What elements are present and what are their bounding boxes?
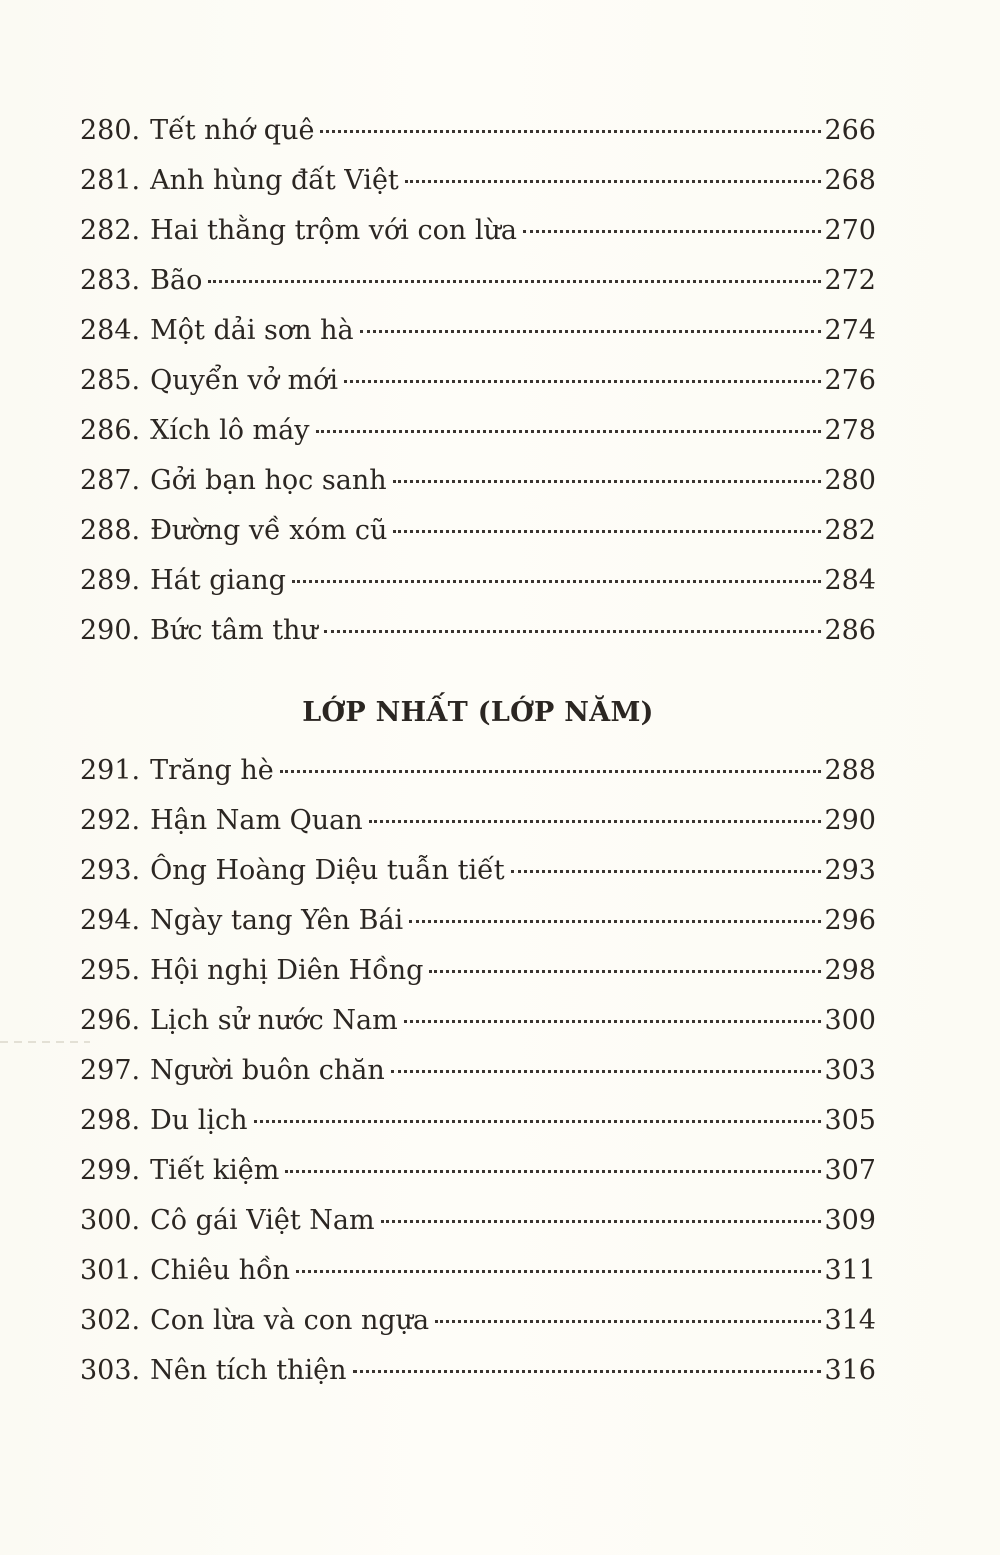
dot-leader [409,920,821,923]
toc-entry [80,996,876,1046]
toc-entry-title: Quyển vở mới [150,365,339,396]
toc-list-upper [80,106,876,656]
toc-entry-title: Ông Hoàng Diệu tuẫn tiết [150,855,505,886]
toc-entry-title: Xích lô máy [150,415,310,446]
toc-entry-number: 288. [80,515,141,546]
toc-entry-page: 288 [824,755,876,786]
toc-entry-number: 292. [80,805,141,836]
toc-entry-title: Nên tích thiện [150,1355,347,1386]
toc-entry-page: 293 [824,855,876,886]
toc-entry-title: Hận Nam Quan [150,805,363,836]
toc-entry-number: 285. [80,365,141,396]
toc-entry-number: 301. [80,1255,141,1286]
toc-entry-number: 291. [80,755,141,786]
toc-entry-title: Người buôn chăn [150,1055,385,1086]
toc-entry-number: 298. [80,1105,141,1136]
toc-entry [80,506,876,556]
toc-entry-number: 287. [80,465,141,496]
toc-entry-page: 298 [824,955,876,986]
toc-entry [80,306,876,356]
toc-entry [80,746,876,796]
dot-leader [285,1170,821,1173]
section-heading: LỚP NHẤT (LỚP NĂM) [302,697,654,728]
toc-entry-title: Con lừa và con ngựa [150,1305,430,1336]
dot-leader [324,630,822,633]
toc-entry-page: 280 [824,465,876,496]
dot-leader [254,1120,822,1123]
dot-leader [280,770,822,773]
toc-entry-number: 283. [80,265,141,296]
toc-entry [80,406,876,456]
dot-leader [405,180,822,183]
toc-entry-page: 286 [824,615,876,646]
toc-entry [80,606,876,656]
dot-leader [344,380,821,383]
dot-leader [353,1370,822,1373]
toc-entry-number: 289. [80,565,141,596]
toc-entry-number: 290. [80,615,141,646]
toc-entry-page: 266 [824,115,876,146]
toc-entry-number: 293. [80,855,141,886]
toc-entry-number: 297. [80,1055,141,1086]
toc-entry [80,1146,876,1196]
toc-entry [80,206,876,256]
toc-entry-number: 282. [80,215,141,246]
toc-entry-title: Trăng hè [150,755,274,786]
toc-entry-page: 296 [824,905,876,936]
dot-leader [404,1020,822,1023]
dot-leader [393,530,821,533]
dot-leader [316,430,822,433]
toc-entry [80,896,876,946]
toc-entry-title: Gởi bạn học sanh [150,465,387,496]
toc-entry-title: Hội nghị Diên Hồng [150,955,424,986]
toc-entry-number: 286. [80,415,141,446]
toc-entry-page: 272 [824,265,876,296]
toc-entry-page: 278 [824,415,876,446]
toc-entry-title: Đường về xóm cũ [150,515,388,546]
toc-entry-page: 274 [824,315,876,346]
toc-entry [80,1346,876,1396]
dot-leader [429,970,821,973]
toc-entry-title: Tiết kiệm [150,1155,280,1186]
dot-leader [292,580,822,583]
toc-entry-page: 316 [824,1355,876,1386]
dot-leader [393,480,822,483]
dot-leader [523,230,821,233]
toc-entry-title: Một dải sơn hà [150,315,354,346]
toc-entry-number: 296. [80,1005,141,1036]
toc-entry-page: 300 [824,1005,876,1036]
toc-entry-number: 284. [80,315,141,346]
toc-entry-page: 314 [824,1305,876,1336]
dot-leader [320,130,821,133]
toc-entry-title: Anh hùng đất Việt [150,165,399,196]
dot-leader [381,1220,822,1223]
toc-entry-number: 302. [80,1305,141,1336]
toc-entry-number: 281. [80,165,141,196]
dot-leader [360,330,822,333]
toc-entry [80,946,876,996]
toc-entry-page: 311 [824,1255,876,1286]
toc-entry [80,1096,876,1146]
toc-entry-page: 303 [824,1055,876,1086]
page-edge-mark [0,1041,90,1043]
toc-entry-title: Tết nhớ quê [150,115,315,146]
toc-entry-page: 282 [824,515,876,546]
toc-entry [80,156,876,206]
toc-entry-number: 300. [80,1205,141,1236]
toc-entry-title: Hai thằng trộm với con lừa [150,215,517,246]
toc-entry-title: Du lịch [150,1105,248,1136]
toc-entry-number: 280. [80,115,141,146]
toc-entry-number: 295. [80,955,141,986]
toc-entry-page: 307 [824,1155,876,1186]
toc-entry [80,456,876,506]
toc-entry-title: Hát giang [150,565,286,596]
toc-entry-title: Bức tâm thư [150,615,318,646]
toc-entry [80,256,876,306]
toc-entry-page: 290 [824,805,876,836]
dot-leader [435,1320,821,1323]
toc-entry [80,106,876,156]
dot-leader [369,820,822,823]
toc-entry-page: 309 [824,1205,876,1236]
toc-entry-number: 303. [80,1355,141,1386]
toc-entry-title: Lịch sử nước Nam [150,1005,398,1036]
toc-entry-page: 305 [824,1105,876,1136]
toc-entry-number: 294. [80,905,141,936]
dot-leader [511,870,822,873]
toc-entry-number: 299. [80,1155,141,1186]
dot-leader [296,1270,821,1273]
toc-entry [80,1246,876,1296]
toc-entry [80,1296,876,1346]
toc-entry [80,356,876,406]
toc-entry-title: Bão [150,265,203,296]
toc-entry [80,556,876,606]
dot-leader [391,1070,822,1073]
toc-entry-title: Ngày tang Yên Bái [150,905,404,936]
toc-entry [80,846,876,896]
toc-entry-title: Cô gái Việt Nam [150,1205,375,1236]
toc-entry-page: 276 [824,365,876,396]
toc-entry-title: Chiêu hồn [150,1255,291,1286]
toc-entry [80,796,876,846]
toc-entry-page: 284 [824,565,876,596]
toc-entry [80,1046,876,1096]
dot-leader [208,280,821,283]
toc-list-lower [80,746,876,1396]
toc-entry [80,1196,876,1246]
toc-entry-page: 270 [824,215,876,246]
toc-entry-page: 268 [824,165,876,196]
